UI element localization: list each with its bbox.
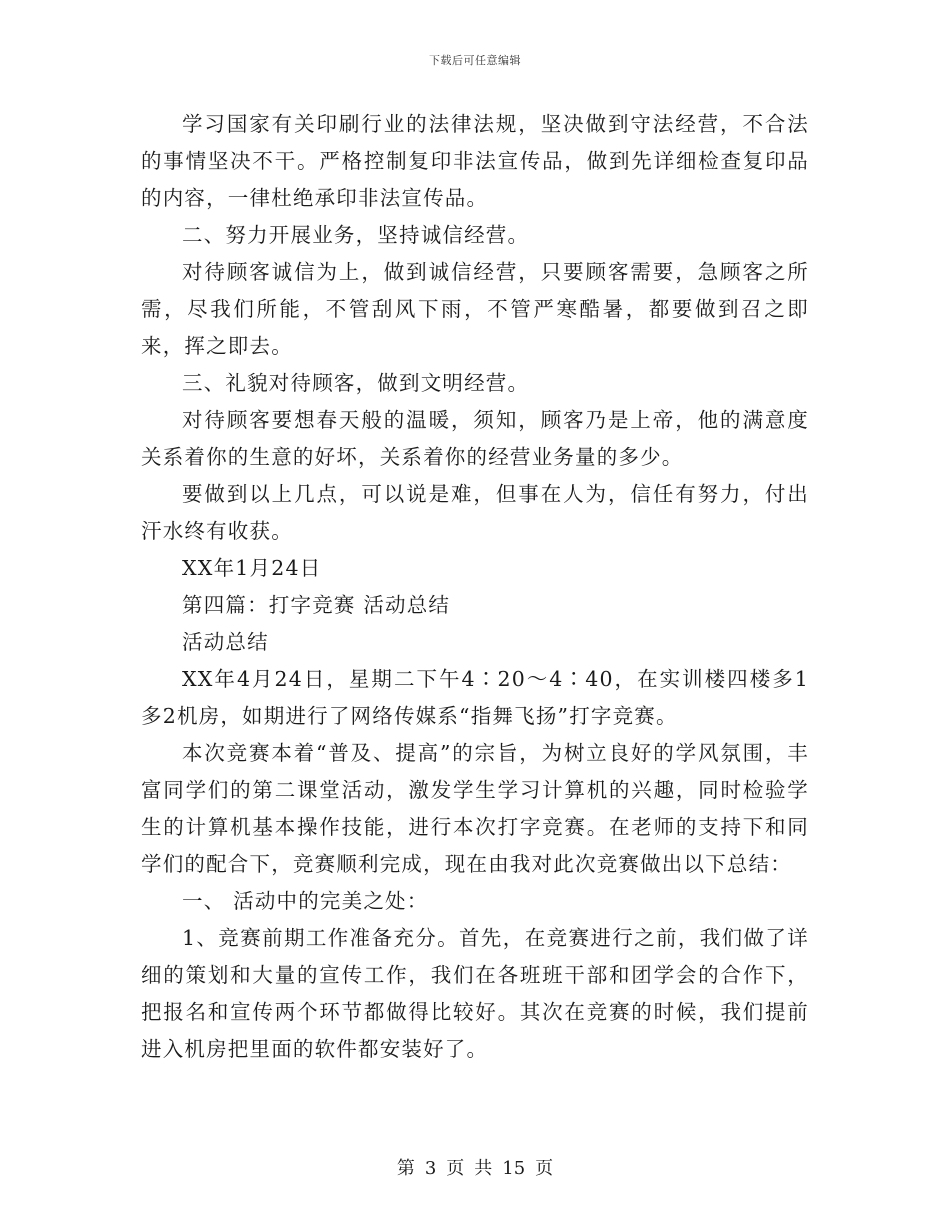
date-line: XX年1月24日 (182, 556, 322, 580)
document-body (141, 106, 809, 1068)
chapter-title: 第四篇：打字竞赛 活动总结 (182, 593, 451, 617)
current-page-number: 3 (424, 1158, 437, 1179)
total-pages-number: 15 (502, 1158, 526, 1179)
page-footer (0, 1154, 950, 1180)
paragraph: 学习国家有关印刷行业的法律法规，坚决做到守法经营，不合法的事情坚决不干。严格控制复印非法宣传品，做到先详细检查复印品的内容，一律杜绝承印非法宣传品。 (141, 112, 809, 210)
section-heading: 二、努力开展业务，坚持诚信经营。 (182, 223, 530, 247)
page-label-mid: 页 (446, 1158, 465, 1179)
paragraph: 本次竞赛本着“普及、提高”的宗旨，为树立良好的学风氛围，丰富同学们的第二课堂活动，激发学生学习计算机的兴趣，同时检验学生的计算机基本操作技能，进行本次打字竞赛。在老师的支持下和同学们的配合下，竞赛顺利完成，现在由我对此次竞赛做出以下总结： (141, 741, 809, 876)
paragraph: 1、竞赛前期工作准备充分。首先，在竞赛进行之前，我们做了详细的策划和大量的宣传工作，我们在各班班干部和团学会的合作下，把报名和宣传两个环节都做得比较好。其次在竞赛的时候，我们提前进入机房把里面的软件都安装好了。 (141, 926, 809, 1061)
page-label-prefix: 第 (396, 1158, 415, 1179)
page-label-suffix: 页 (535, 1158, 554, 1179)
section-heading: 一、 活动中的完美之处： (182, 889, 429, 913)
section-title: 活动总结 (182, 630, 269, 654)
section-heading: 三、礼貌对待顾客，做到文明经营。 (182, 371, 530, 395)
page-header-note: 下载后可任意编辑 (429, 54, 521, 67)
paragraph: 要做到以上几点，可以说是难，但事在人为，信任有努力，付出汗水终有收获。 (141, 482, 809, 543)
paragraph: 对待顾客要想春天般的温暖，须知，顾客乃是上帝，他的满意度关系着你的生意的好坏，关系着你的经营业务量的多少。 (141, 408, 809, 469)
paragraph: 对待顾客诚信为上，做到诚信经营，只要顾客需要，急顾客之所需，尽我们所能，不管刮风下雨，不管严寒酷暑，都要做到召之即来，挥之即去。 (141, 260, 809, 358)
total-label: 共 (474, 1158, 493, 1179)
paragraph: XX年4月24日，星期二下午4∶20～4∶40，在实训楼四楼多1多2机房，如期进行了网络传媒系“指舞飞扬”打字竞赛。 (141, 667, 809, 728)
